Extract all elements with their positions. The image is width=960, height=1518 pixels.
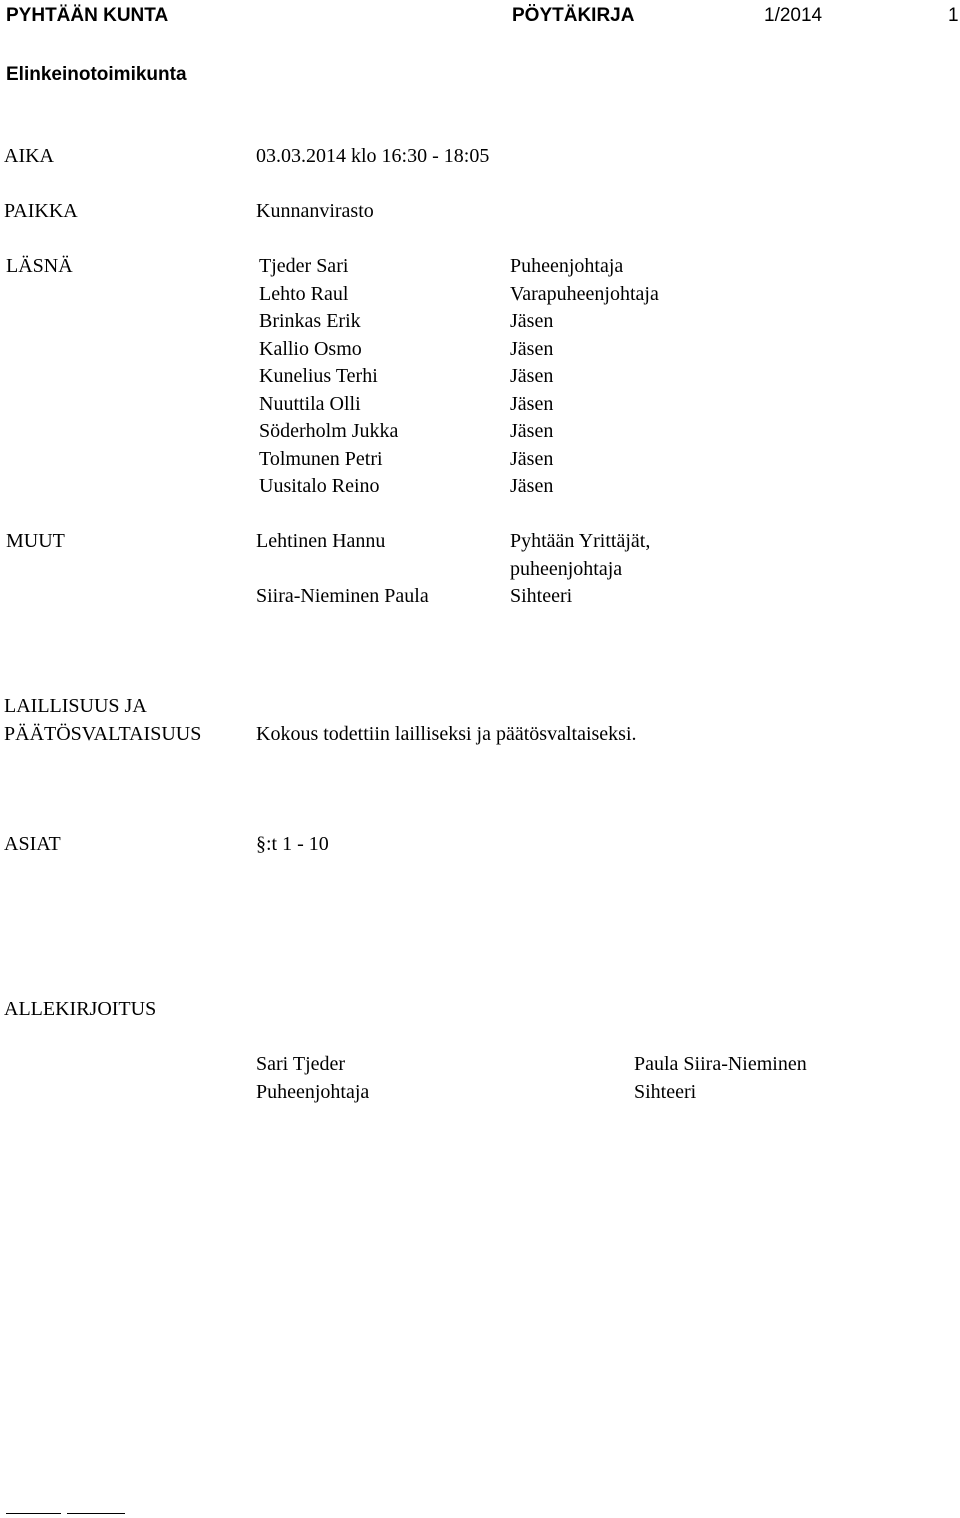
paikka-value: Kunnanvirasto xyxy=(256,200,374,222)
attendee-name: Tolmunen Petri xyxy=(259,447,383,470)
committee-name: Elinkeinotoimikunta xyxy=(6,64,187,85)
other-attendee-name: Lehtinen Hannu xyxy=(256,530,386,552)
attendee-role: Varapuheenjohtaja xyxy=(510,282,659,305)
signer-title: Puheenjohtaja xyxy=(256,1080,370,1103)
laillisuus-label-line2: PÄÄTÖSVALTAISUUS xyxy=(4,722,202,745)
attendee-name: Kallio Osmo xyxy=(259,337,362,360)
attendee-role: Jäsen xyxy=(510,310,554,332)
page-number: 1 xyxy=(948,5,959,26)
attendee-role: Jäsen xyxy=(510,365,554,387)
attendee-row xyxy=(0,281,960,309)
paikka-label: PAIKKA xyxy=(4,200,78,222)
attendee-row xyxy=(0,363,960,391)
signer-name: Paula Siira-Nieminen xyxy=(634,1053,807,1075)
attendee-row xyxy=(0,336,960,364)
attendee-role: Jäsen xyxy=(510,420,554,442)
attendee-row xyxy=(0,391,960,419)
attendee-name: Tjeder Sari xyxy=(259,255,349,277)
initials-line xyxy=(6,1513,61,1514)
laillisuus-label-line1: LAILLISUUS JA xyxy=(4,695,147,717)
attendee-row xyxy=(0,473,960,501)
other-attendee-role-continued: puheenjohtaja xyxy=(510,557,623,580)
signer-name: Sari Tjeder xyxy=(256,1053,346,1075)
attendee-role: Jäsen xyxy=(510,337,554,360)
initials-line xyxy=(67,1513,125,1514)
lasna-label: LÄSNÄ xyxy=(6,255,73,277)
attendee-row xyxy=(0,308,960,336)
allekirjoitus-label: ALLEKIRJOITUS xyxy=(4,998,157,1020)
other-attendee-role: Sihteeri xyxy=(510,585,573,607)
attendee-row xyxy=(0,418,960,446)
document-number: 1/2014 xyxy=(764,5,823,26)
attendee-role: Jäsen xyxy=(510,392,554,415)
attendee-row xyxy=(0,253,960,281)
attendee-name: Brinkas Erik xyxy=(259,310,361,332)
attendee-row xyxy=(0,446,960,474)
attendee-role: Puheenjohtaja xyxy=(510,255,624,277)
municipality-name: PYHTÄÄN KUNTA xyxy=(6,5,169,26)
muut-label: MUUT xyxy=(6,530,65,552)
signer-title: Sihteeri xyxy=(634,1080,697,1103)
aika-label: AIKA xyxy=(4,145,54,167)
asiat-label: ASIAT xyxy=(4,833,61,855)
other-attendee-role: Pyhtään Yrittäjät, xyxy=(510,530,651,552)
attendee-name: Uusitalo Reino xyxy=(259,475,380,497)
attendee-role: Jäsen xyxy=(510,475,554,497)
attendee-name: Kunelius Terhi xyxy=(259,365,378,387)
attendee-role: Jäsen xyxy=(510,447,554,470)
laillisuus-value: Kokous todettiin lailliseksi ja päätösvaltaiseksi. xyxy=(256,722,637,745)
document-type: PÖYTÄKIRJA xyxy=(512,5,635,26)
attendee-name: Nuuttila Olli xyxy=(259,392,361,415)
attendee-name: Söderholm Jukka xyxy=(259,420,399,442)
other-attendee-name: Siira-Nieminen Paula xyxy=(256,585,429,607)
attendee-name: Lehto Raul xyxy=(259,282,349,305)
aika-value: 03.03.2014 klo 16:30 - 18:05 xyxy=(256,145,490,167)
asiat-value: §:t 1 - 10 xyxy=(256,833,329,855)
